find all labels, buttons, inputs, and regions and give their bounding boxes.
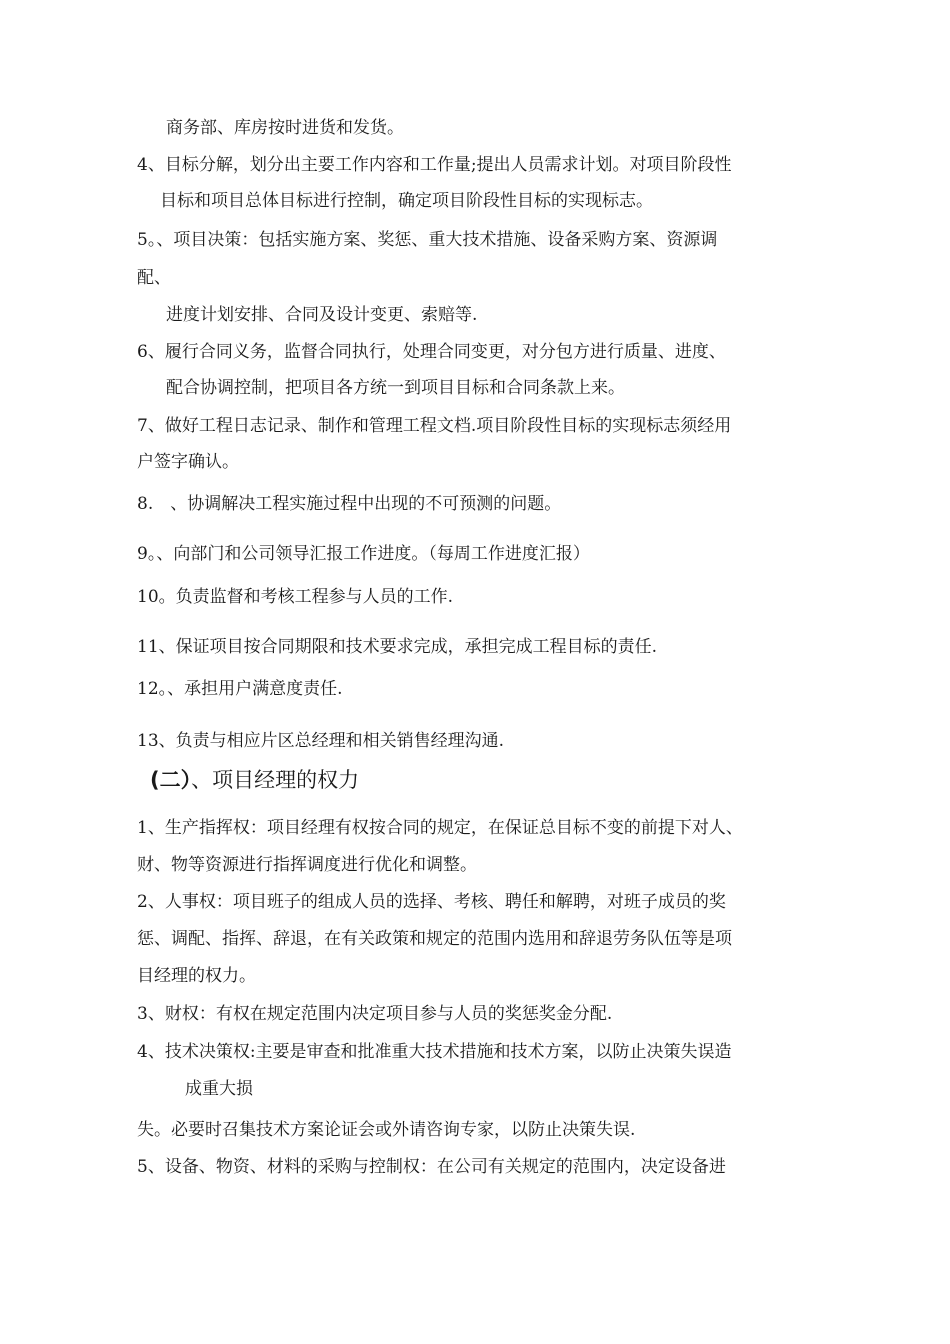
text-line: 8. 、协调解决工程实施过程中出现的不可预测的问题。 <box>137 494 562 514</box>
text-line: 5。、项目决策：包括实施方案、奖惩、重大技术措施、设备采购方案、资源调 <box>137 230 718 250</box>
text-line: 配、 <box>137 268 171 288</box>
text-line: 12。、承担用户满意度责任. <box>137 679 343 699</box>
text-line: 进度计划安排、合同及设计变更、索赔等. <box>166 305 478 325</box>
text-line: 6、履行合同义务，监督合同执行，处理合同变更，对分包方进行质量、进度、 <box>137 342 726 362</box>
text-line: 5、设备、物资、材料的采购与控制权：在公司有关规定的范围内，决定设备进 <box>137 1157 726 1177</box>
text-line: 3、财权：有权在规定范围内决定项目参与人员的奖惩奖金分配. <box>137 1004 613 1024</box>
text-line: 9。、向部门和公司领导汇报工作进度。（每周工作进度汇报） <box>137 544 590 564</box>
text-line: 商务部、库房按时进货和发货。 <box>166 118 404 138</box>
text-line: 目经理的权力。 <box>137 966 256 986</box>
text-line: 1、生产指挥权：项目经理有权按合同的规定，在保证总目标不变的前提下对人、 <box>137 818 743 838</box>
section-heading-number: (二） <box>150 768 192 792</box>
section-heading-text: 、项目经理的权力 <box>191 768 360 792</box>
text-line: 失。必要时召集技术方案论证会或外请咨询专家，以防止决策失误. <box>137 1120 636 1140</box>
text-line: 配合协调控制，把项目各方统一到项目目标和合同条款上来。 <box>166 378 625 398</box>
text-line: 目标和项目总体目标进行控制，确定项目阶段性目标的实现标志。 <box>160 191 653 211</box>
text-line: 财、物等资源进行指挥调度进行优化和调整。 <box>137 855 477 875</box>
text-line: 惩、调配、指挥、辞退，在有关政策和规定的范围内选用和辞退劳务队伍等是项 <box>137 929 732 949</box>
text-line: 成重大损 <box>185 1079 253 1099</box>
text-line: 10。负责监督和考核工程参与人员的工作. <box>137 587 454 607</box>
section-heading <box>150 767 359 793</box>
text-line: 4、目标分解，划分出主要工作内容和工作量;提出人员需求计划。对项目阶段性 <box>137 155 732 175</box>
text-line: 7、做好工程日志记录、制作和管理工程文档.项目阶段性目标的实现标志须经用 <box>137 416 732 436</box>
text-line: 13、负责与相应片区总经理和相关销售经理沟通. <box>137 731 505 751</box>
text-line: 4、技术决策权:主要是审查和批准重大技术措施和技术方案，以防止决策失误造 <box>137 1042 732 1062</box>
text-line: 户签字确认。 <box>137 452 239 472</box>
text-line: 11、保证项目按合同期限和技术要求完成，承担完成工程目标的责任. <box>137 637 658 657</box>
text-line: 2、人事权：项目班子的组成人员的选择、考核、聘任和解聘，对班子成员的奖 <box>137 892 726 912</box>
